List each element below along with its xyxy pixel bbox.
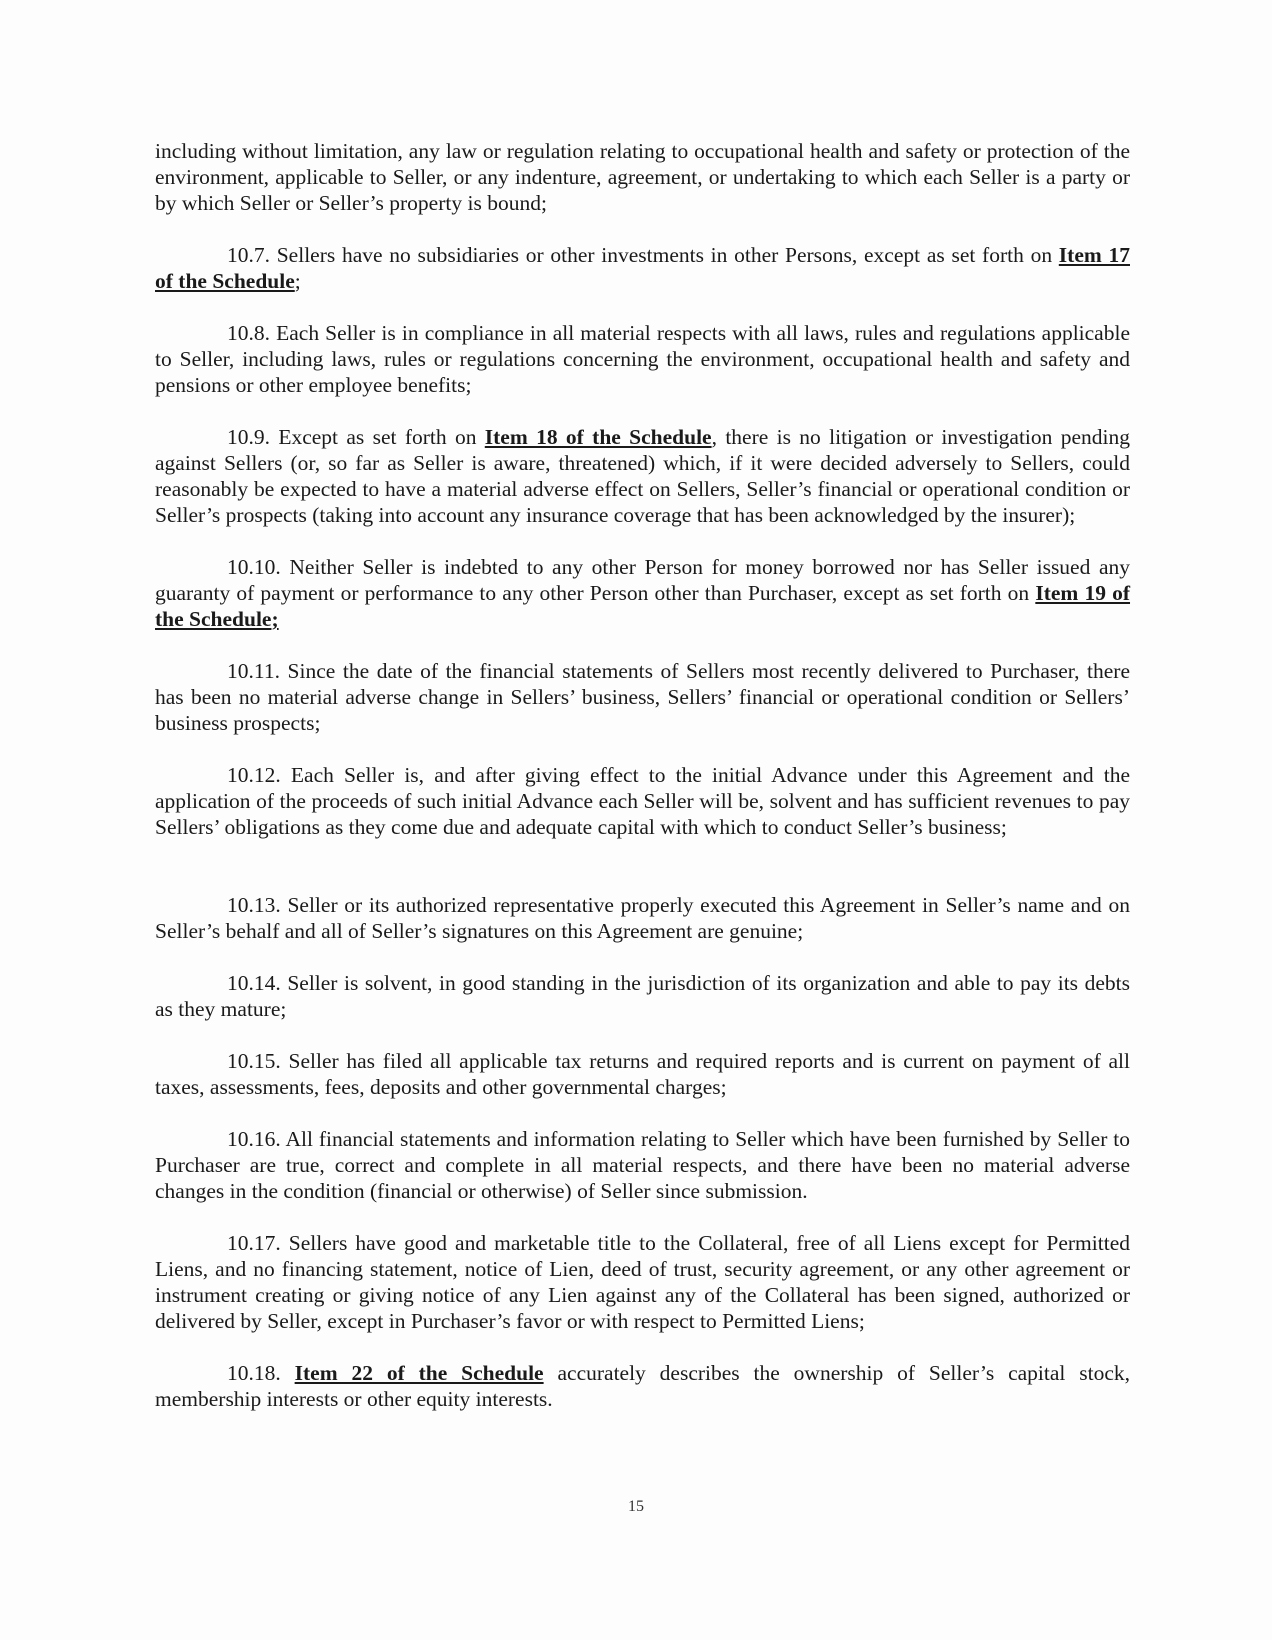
paragraph-10-7: [155, 242, 1130, 294]
paragraph-10-14: [155, 970, 1130, 1022]
paragraph-10-16: [155, 1126, 1130, 1204]
paragraph-10-13: [155, 892, 1130, 944]
schedule-reference: Item 22 of the Schedule: [294, 1361, 544, 1385]
paragraph-text: 10.10. Neither Seller is indebted to any other Person for money borrowed nor has Seller issued any guaranty of payment or performance to any other Person other than Purchaser, except as set forth on: [155, 555, 1130, 605]
paragraph-10-15: [155, 1048, 1130, 1100]
paragraph-text: 10.8. Each Seller is in compliance in all material respects with all laws, rules and regulations applicable to Seller, including laws, rules or regulations concerning the environment, occupational health and safety and pensions or other employee benefits;: [155, 321, 1130, 397]
paragraph-text: 10.18.: [227, 1361, 295, 1385]
paragraph-10-11: [155, 658, 1130, 736]
paragraph-text: including without limitation, any law or regulation relating to occupational health and safety or protection of the environment, applicable to Seller, or any indenture, agreement, or undertaking to which each Seller is a party or by which Seller or Seller’s property is bound;: [155, 139, 1130, 215]
paragraph-text-after: ;: [294, 269, 301, 293]
paragraph-text: 10.16. All financial statements and information relating to Seller which have been furnished by Seller to Purchaser are true, correct and complete in all material respects, and there have been no material adverse changes in the condition (financial or otherwise) of Seller since submission.: [155, 1127, 1130, 1203]
paragraph-text: 10.17. Sellers have good and marketable title to the Collateral, free of all Liens except for Permitted Liens, and no financing statement, notice of Lien, deed of trust, security agreement, or any other agreement or instrument creating or giving notice of any Lien against any of the Collateral has been signed, authorized or delivered by Seller, except in Purchaser’s favor or with respect to Permitted Liens;: [155, 1231, 1130, 1333]
paragraph-text: 10.7. Sellers have no subsidiaries or other investments in other Persons, except as set forth on: [227, 243, 1059, 267]
paragraph-10-8: [155, 320, 1130, 398]
paragraph-text-after: ;: [271, 607, 279, 631]
schedule-reference: Item 18 of the Schedule: [484, 425, 712, 449]
schedule-reference: Item 19 of the Schedule: [155, 581, 1131, 631]
paragraph-text: 10.12. Each Seller is, and after giving effect to the initial Advance under this Agreement and the application of the proceeds of such initial Advance each Seller will be, solvent and has sufficient revenues to pay Sellers’ obligations as they come due and adequate capital with which to conduct Seller’s business;: [155, 763, 1130, 839]
paragraph-10-9: [155, 424, 1130, 528]
paragraph-10-10: [155, 554, 1130, 632]
paragraph-10-17: [155, 1230, 1130, 1334]
paragraph-text: 10.14. Seller is solvent, in good standing in the jurisdiction of its organization and able to pay its debts as they mature;: [155, 971, 1130, 1021]
paragraph-text: 10.15. Seller has filed all applicable tax returns and required reports and is current on payment of all taxes, assessments, fees, deposits and other governmental charges;: [155, 1049, 1130, 1099]
paragraph-continuation: [155, 138, 1130, 216]
paragraph-text: 10.11. Since the date of the financial statements of Sellers most recently delivered to Purchaser, there has been no material adverse change in Sellers’ business, Sellers’ financial or operational condition or Sellers’ business prospects;: [155, 659, 1130, 735]
page-number: 15: [628, 1498, 644, 1515]
paragraph-10-18: [155, 1360, 1130, 1412]
paragraph-text-after: , there is no litigation or investigation pending against Sellers (or, so far as Seller is aware, threatened) which, if it were decided adversely to Sellers, could reasonably be expected to have a material adverse effect on Sellers, Seller’s financial or operational condition or Seller’s prospects (taking into account any insurance coverage that has been acknowledged by the insurer);: [155, 425, 1131, 527]
document-body: [155, 138, 1130, 1438]
paragraph-10-12: [155, 762, 1130, 840]
paragraph-text: 10.13. Seller or its authorized representative properly executed this Agreement in Seller’s name and on Seller’s behalf and all of Seller’s signatures on this Agreement are genuine;: [155, 893, 1130, 943]
paragraph-text: 10.9. Except as set forth on: [227, 425, 485, 449]
paragraph-text-after: accurately describes the ownership of Seller’s capital stock, membership interests or other equity interests.: [155, 1361, 1131, 1411]
schedule-reference: Item 17 of the Schedule: [155, 243, 1130, 293]
